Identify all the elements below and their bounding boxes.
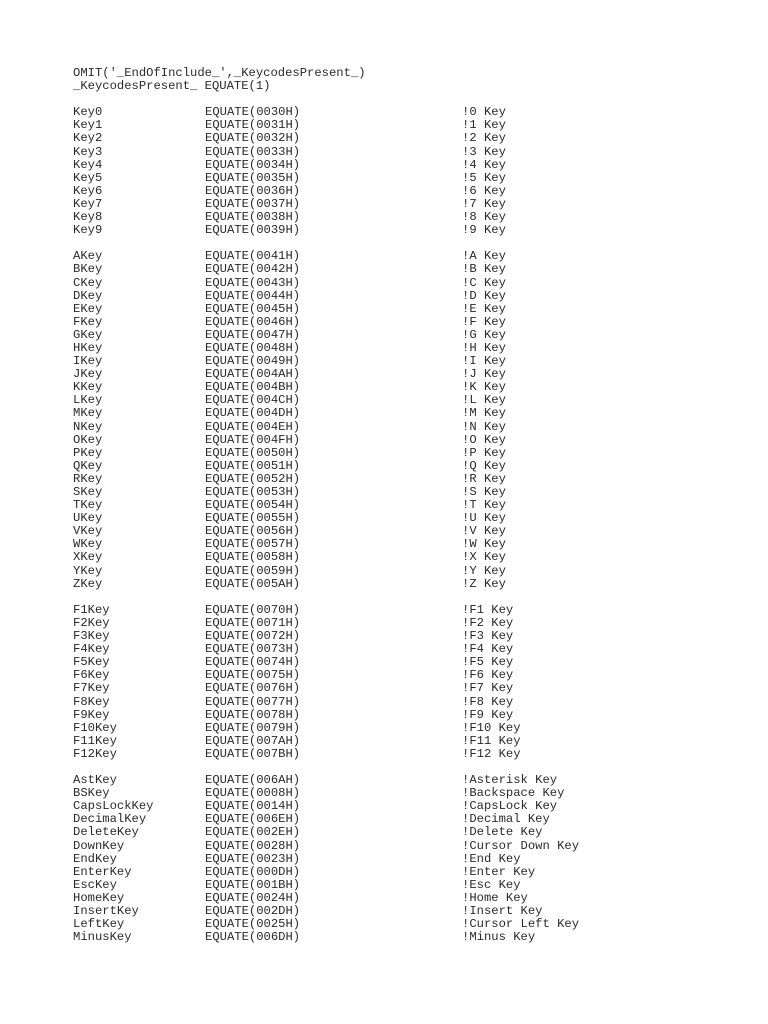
equate-row xyxy=(73,250,753,263)
equate-comment: !7 Key xyxy=(462,196,506,211)
equate-value: EQUATE(0048H) xyxy=(205,340,301,355)
equate-row xyxy=(73,434,753,447)
equate-value: EQUATE(0052H) xyxy=(205,471,301,486)
equate-value: EQUATE(0028H) xyxy=(205,838,301,853)
equate-value: EQUATE(004AH) xyxy=(205,367,301,382)
equate-name: DKey xyxy=(73,288,103,303)
equate-comment: !L Key xyxy=(462,393,506,408)
equate-name: MKey xyxy=(73,406,103,421)
equate-comment: !B Key xyxy=(462,262,506,277)
equate-row xyxy=(73,578,753,591)
equate-row xyxy=(73,146,753,159)
equate-comment: !U Key xyxy=(462,511,506,526)
equate-value: EQUATE(0041H) xyxy=(205,249,301,264)
equate-name: F1Key xyxy=(73,602,110,617)
equate-section xyxy=(73,604,753,761)
equate-row xyxy=(73,211,753,224)
equate-value: EQUATE(004FH) xyxy=(205,432,301,447)
equate-row xyxy=(73,512,753,525)
equate-comment: !F12 Key xyxy=(462,746,521,761)
equate-row xyxy=(73,866,753,879)
equate-value: EQUATE(0077H) xyxy=(205,694,301,709)
equate-name: AstKey xyxy=(73,773,117,788)
equate-row xyxy=(73,735,753,748)
equate-comment: !F3 Key xyxy=(462,629,514,644)
equate-comment: !T Key xyxy=(462,498,506,513)
equate-row xyxy=(73,669,753,682)
equate-row xyxy=(73,682,753,695)
equate-value: EQUATE(0055H) xyxy=(205,511,301,526)
equate-value: EQUATE(0057H) xyxy=(205,537,301,552)
equate-value: EQUATE(0056H) xyxy=(205,524,301,539)
equate-value: EQUATE(0036H) xyxy=(205,183,301,198)
equate-comment: !J Key xyxy=(462,367,506,382)
equate-comment: !P Key xyxy=(462,445,506,460)
equate-comment: !Insert Key xyxy=(462,904,543,918)
equate-name: Key8 xyxy=(73,210,103,225)
equate-comment: !2 Key xyxy=(462,131,506,146)
equate-name: AKey xyxy=(73,249,103,264)
equate-comment: !Y Key xyxy=(462,563,506,578)
equate-row xyxy=(73,342,753,355)
equate-comment: !Home Key xyxy=(462,890,528,905)
equate-value: EQUATE(0044H) xyxy=(205,288,301,303)
equate-comment: !C Key xyxy=(462,275,506,290)
equate-value: EQUATE(0075H) xyxy=(205,668,301,683)
equate-section xyxy=(73,250,753,590)
equate-comment: !F Key xyxy=(462,314,506,329)
equate-row xyxy=(73,421,753,434)
equate-value: EQUATE(005AH) xyxy=(205,576,301,591)
equate-row xyxy=(73,460,753,473)
equate-name: PKey xyxy=(73,445,103,460)
equate-row xyxy=(73,538,753,551)
equate-name: EscKey xyxy=(73,877,117,892)
equate-comment: !V Key xyxy=(462,524,506,539)
equate-row xyxy=(73,604,753,617)
equate-value: EQUATE(006AH) xyxy=(205,773,301,788)
equate-name: Key1 xyxy=(73,118,103,133)
equate-comment: !I Key xyxy=(462,354,506,369)
equate-value: EQUATE(0045H) xyxy=(205,301,301,316)
equate-comment: !F8 Key xyxy=(462,694,514,709)
equate-comment: !Decimal Key xyxy=(462,812,550,827)
equate-comment: !End Key xyxy=(462,851,521,866)
equate-value: EQUATE(0053H) xyxy=(205,485,301,499)
equate-row xyxy=(73,303,753,316)
equate-name: Key4 xyxy=(73,157,103,172)
equate-name: EKey xyxy=(73,301,103,316)
equate-row xyxy=(73,787,753,800)
equate-name: FKey xyxy=(73,314,103,329)
equate-name: SKey xyxy=(73,485,103,499)
equate-value: EQUATE(0034H) xyxy=(205,157,301,172)
equate-comment: !Q Key xyxy=(462,458,506,473)
equate-comment: !3 Key xyxy=(462,144,506,159)
equate-comment: !F5 Key xyxy=(462,655,514,670)
equate-row xyxy=(73,879,753,892)
equate-name: F3Key xyxy=(73,629,110,644)
equate-comment: !1 Key xyxy=(462,118,506,133)
equate-row xyxy=(73,394,753,407)
equate-name: F4Key xyxy=(73,642,110,657)
equate-row xyxy=(73,224,753,237)
equate-value: EQUATE(0072H) xyxy=(205,629,301,644)
equate-row xyxy=(73,185,753,198)
equate-value: EQUATE(0078H) xyxy=(205,707,301,722)
equate-value: EQUATE(0071H) xyxy=(205,615,301,630)
equate-comment: !F9 Key xyxy=(462,707,514,722)
equate-comment: !X Key xyxy=(462,550,506,565)
equate-value: EQUATE(0039H) xyxy=(205,223,301,238)
equate-row xyxy=(73,368,753,381)
equate-name: EnterKey xyxy=(73,864,132,879)
equate-comment: !R Key xyxy=(462,471,506,486)
equate-row xyxy=(73,119,753,132)
equate-value: EQUATE(0059H) xyxy=(205,563,301,578)
section-gap xyxy=(73,93,753,106)
equate-row xyxy=(73,486,753,499)
equate-comment: !Esc Key xyxy=(462,877,521,892)
equate-value: EQUATE(0050H) xyxy=(205,445,301,460)
equate-comment: !CapsLock Key xyxy=(462,799,558,814)
equate-comment: !Enter Key xyxy=(462,864,536,879)
equate-value: EQUATE(006DH) xyxy=(205,930,301,945)
equate-comment: !O Key xyxy=(462,432,506,447)
equate-comment: !Minus Key xyxy=(462,930,536,945)
equate-value: EQUATE(0073H) xyxy=(205,642,301,657)
equate-row xyxy=(73,617,753,630)
equate-name: CapsLockKey xyxy=(73,799,154,814)
equate-value: EQUATE(0037H) xyxy=(205,196,301,211)
equate-name: VKey xyxy=(73,524,103,539)
equate-name: InsertKey xyxy=(73,904,139,918)
source-listing xyxy=(73,67,753,944)
equate-name: ZKey xyxy=(73,576,103,591)
equate-value: EQUATE(004EH) xyxy=(205,419,301,434)
equate-name: UKey xyxy=(73,511,103,526)
equate-name: TKey xyxy=(73,498,103,513)
equate-row xyxy=(73,277,753,290)
equate-value: EQUATE(007AH) xyxy=(205,733,301,748)
equate-row xyxy=(73,643,753,656)
equate-value: EQUATE(0058H) xyxy=(205,550,301,565)
equate-comment: !F11 Key xyxy=(462,733,521,748)
equate-name: DecimalKey xyxy=(73,812,147,827)
equate-row xyxy=(73,840,753,853)
equate-row xyxy=(73,525,753,538)
equate-row xyxy=(73,106,753,119)
equate-section xyxy=(73,106,753,237)
equate-name: CKey xyxy=(73,275,103,290)
equate-name: MinusKey xyxy=(73,930,132,945)
equate-name: RKey xyxy=(73,471,103,486)
equate-comment: !Backspace Key xyxy=(462,786,565,801)
equate-value: EQUATE(002DH) xyxy=(205,904,301,918)
equate-comment: !Delete Key xyxy=(462,825,543,840)
equate-value: EQUATE(000DH) xyxy=(205,864,301,879)
equate-value: EQUATE(0043H) xyxy=(205,275,301,290)
equate-name: F12Key xyxy=(73,746,117,761)
equate-name: LeftKey xyxy=(73,917,125,932)
equate-comment: !6 Key xyxy=(462,183,506,198)
equate-name: F8Key xyxy=(73,694,110,709)
equate-comment: !N Key xyxy=(462,419,506,434)
equate-comment: !Cursor Down Key xyxy=(462,838,580,853)
equate-row xyxy=(73,172,753,185)
keycodes-present-equate: _KeycodesPresent_ EQUATE(1) xyxy=(73,79,271,94)
equate-row xyxy=(73,198,753,211)
equate-comment: !W Key xyxy=(462,537,506,552)
equate-comment: !G Key xyxy=(462,327,506,342)
equate-comment: !F1 Key xyxy=(462,602,514,617)
equate-name: Key3 xyxy=(73,144,103,159)
equate-row xyxy=(73,918,753,931)
equate-row xyxy=(73,473,753,486)
equate-row xyxy=(73,630,753,643)
equate-comment: !9 Key xyxy=(462,223,506,238)
equate-row xyxy=(73,447,753,460)
equate-name: XKey xyxy=(73,550,103,565)
equate-name: EndKey xyxy=(73,851,117,866)
equate-name: Key0 xyxy=(73,105,103,120)
equate-value: EQUATE(0025H) xyxy=(205,917,301,932)
equate-comment: !D Key xyxy=(462,288,506,303)
equate-name: QKey xyxy=(73,458,103,473)
section-gap xyxy=(73,591,753,604)
equate-name: DownKey xyxy=(73,838,125,853)
equate-row xyxy=(73,748,753,761)
equate-name: WKey xyxy=(73,537,103,552)
equate-row xyxy=(73,355,753,368)
equate-section xyxy=(73,774,753,944)
equate-name: GKey xyxy=(73,327,103,342)
equate-name: DeleteKey xyxy=(73,825,139,840)
equate-row xyxy=(73,381,753,394)
equate-row xyxy=(73,565,753,578)
equate-value: EQUATE(0014H) xyxy=(205,799,301,814)
equate-value: EQUATE(0008H) xyxy=(205,786,301,801)
equate-row xyxy=(73,159,753,172)
equate-row xyxy=(73,892,753,905)
section-gap xyxy=(73,237,753,250)
equate-name: F5Key xyxy=(73,655,110,670)
equate-row xyxy=(73,407,753,420)
equate-comment: !Asterisk Key xyxy=(462,773,558,788)
equate-comment: !5 Key xyxy=(462,170,506,185)
equate-value: EQUATE(0024H) xyxy=(205,890,301,905)
equate-name: JKey xyxy=(73,367,103,382)
equate-comment: !F6 Key xyxy=(462,668,514,683)
equate-sections xyxy=(73,93,753,944)
equate-name: F6Key xyxy=(73,668,110,683)
equate-name: Key2 xyxy=(73,131,103,146)
equate-name: HomeKey xyxy=(73,890,125,905)
equate-name: F9Key xyxy=(73,707,110,722)
equate-value: EQUATE(004BH) xyxy=(205,380,301,395)
equate-row xyxy=(73,696,753,709)
equate-row xyxy=(73,722,753,735)
equate-comment: !0 Key xyxy=(462,105,506,120)
equate-row xyxy=(73,316,753,329)
equate-name: F11Key xyxy=(73,733,117,748)
equate-comment: !8 Key xyxy=(462,210,506,225)
equate-value: EQUATE(002EH) xyxy=(205,825,301,840)
equate-value: EQUATE(0049H) xyxy=(205,354,301,369)
equate-comment: !S Key xyxy=(462,485,506,499)
equate-row xyxy=(73,853,753,866)
equate-value: EQUATE(0070H) xyxy=(205,602,301,617)
equate-value: EQUATE(004CH) xyxy=(205,393,301,408)
equate-value: EQUATE(0051H) xyxy=(205,458,301,473)
equate-row xyxy=(73,132,753,145)
equate-value: EQUATE(004DH) xyxy=(205,406,301,421)
equate-name: Key9 xyxy=(73,223,103,238)
equate-name: BKey xyxy=(73,262,103,277)
equate-comment: !H Key xyxy=(462,340,506,355)
equate-value: EQUATE(0054H) xyxy=(205,498,301,513)
equate-value: EQUATE(0047H) xyxy=(205,327,301,342)
equate-row xyxy=(73,499,753,512)
equate-value: EQUATE(0074H) xyxy=(205,655,301,670)
equate-row xyxy=(73,709,753,722)
equate-row xyxy=(73,551,753,564)
equate-value: EQUATE(0035H) xyxy=(205,170,301,185)
equate-name: IKey xyxy=(73,354,103,369)
equate-comment: !F4 Key xyxy=(462,642,514,657)
equate-comment: !A Key xyxy=(462,249,506,264)
equate-row xyxy=(73,826,753,839)
equate-comment: !Cursor Left Key xyxy=(462,917,580,932)
equate-name: F7Key xyxy=(73,681,110,696)
equate-value: EQUATE(001BH) xyxy=(205,877,301,892)
equate-row xyxy=(73,800,753,813)
equate-name: Key6 xyxy=(73,183,103,198)
equate-name: KKey xyxy=(73,380,103,395)
equate-value: EQUATE(0031H) xyxy=(205,118,301,133)
equate-name: NKey xyxy=(73,419,103,434)
equate-value: EQUATE(007BH) xyxy=(205,746,301,761)
equate-name: LKey xyxy=(73,393,103,408)
equate-value: EQUATE(0023H) xyxy=(205,851,301,866)
equate-comment: !Z Key xyxy=(462,576,506,591)
equate-row xyxy=(73,329,753,342)
equate-name: YKey xyxy=(73,563,103,578)
equate-value: EQUATE(006EH) xyxy=(205,812,301,827)
equate-value: EQUATE(0030H) xyxy=(205,105,301,120)
equate-comment: !K Key xyxy=(462,380,506,395)
equate-name: Key5 xyxy=(73,170,103,185)
equate-comment: !F2 Key xyxy=(462,615,514,630)
equate-name: Key7 xyxy=(73,196,103,211)
section-gap xyxy=(73,761,753,774)
equate-name: OKey xyxy=(73,432,103,447)
equate-comment: !F10 Key xyxy=(462,720,521,735)
equate-comment: !E Key xyxy=(462,301,506,316)
equate-value: EQUATE(0033H) xyxy=(205,144,301,159)
equate-row xyxy=(73,774,753,787)
equate-row xyxy=(73,931,753,944)
equate-name: HKey xyxy=(73,340,103,355)
equate-comment: !M Key xyxy=(462,406,506,421)
omit-directive: OMIT('_EndOfInclude_',_KeycodesPresent_) xyxy=(73,66,366,80)
equate-value: EQUATE(0076H) xyxy=(205,681,301,696)
equate-value: EQUATE(0079H) xyxy=(205,720,301,735)
equate-value: EQUATE(0038H) xyxy=(205,210,301,225)
equate-value: EQUATE(0032H) xyxy=(205,131,301,146)
equate-comment: !4 Key xyxy=(462,157,506,172)
equate-row xyxy=(73,905,753,918)
equate-row xyxy=(73,263,753,276)
equate-comment: !F7 Key xyxy=(462,681,514,696)
equate-name: BSKey xyxy=(73,786,110,801)
equate-row xyxy=(73,290,753,303)
equate-value: EQUATE(0046H) xyxy=(205,314,301,329)
equate-row xyxy=(73,813,753,826)
equate-row xyxy=(73,656,753,669)
equate-name: F10Key xyxy=(73,720,117,735)
equate-value: EQUATE(0042H) xyxy=(205,262,301,277)
equate-name: F2Key xyxy=(73,615,110,630)
